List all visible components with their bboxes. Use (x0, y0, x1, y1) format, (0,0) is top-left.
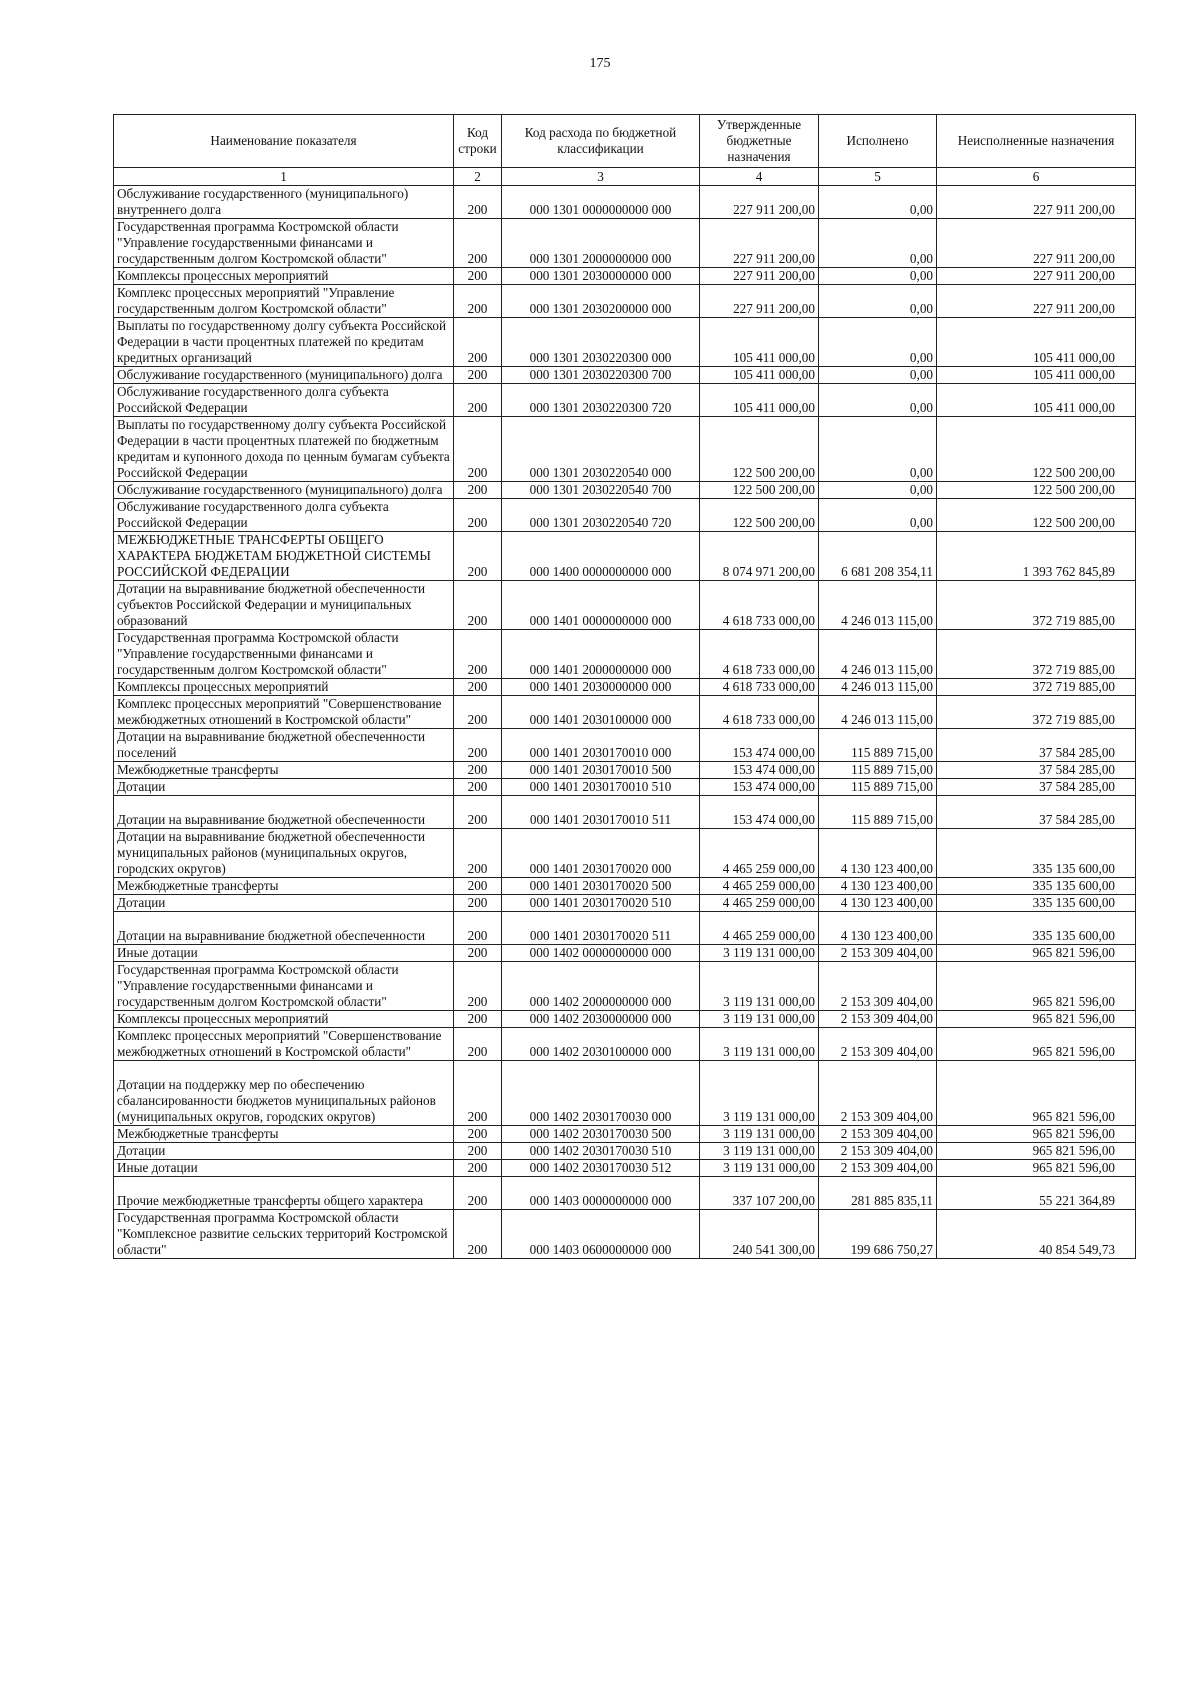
row-budget-code: 000 1403 0000000000 000 (502, 1177, 700, 1210)
row-name: Выплаты по государственному долгу субъекта Российской Федерации в части процентных платежей по бюджетным кредитам и купонного дохода по ценным бумагам субъекта Российской Федерации (114, 417, 454, 482)
table-row (114, 285, 1136, 318)
column-number: 5 (819, 168, 937, 186)
row-name: Дотации на выравнивание бюджетной обеспеченности (114, 912, 454, 945)
row-unexecuted-amount: 122 500 200,00 (937, 499, 1136, 532)
row-line-code: 200 (454, 1143, 502, 1160)
row-line-code: 200 (454, 532, 502, 581)
row-approved-amount: 4 465 259 000,00 (700, 912, 819, 945)
table-row (114, 1210, 1136, 1259)
row-line-code: 200 (454, 1028, 502, 1061)
row-approved-amount: 4 618 733 000,00 (700, 630, 819, 679)
row-name: Дотации на выравнивание бюджетной обеспеченности поселений (114, 729, 454, 762)
row-executed-amount: 2 153 309 404,00 (819, 1061, 937, 1126)
table-row (114, 962, 1136, 1011)
row-line-code: 200 (454, 1126, 502, 1143)
row-executed-amount: 115 889 715,00 (819, 762, 937, 779)
row-approved-amount: 8 074 971 200,00 (700, 532, 819, 581)
row-executed-amount: 0,00 (819, 186, 937, 219)
row-executed-amount: 115 889 715,00 (819, 796, 937, 829)
row-budget-code: 000 1301 2030220300 720 (502, 384, 700, 417)
row-name: МЕЖБЮДЖЕТНЫЕ ТРАНСФЕРТЫ ОБЩЕГО ХАРАКТЕРА БЮДЖЕТАМ БЮДЖЕТНОЙ СИСТЕМЫ РОССИЙСКОЙ ФЕДЕРАЦИИ (114, 532, 454, 581)
row-executed-amount: 4 246 013 115,00 (819, 679, 937, 696)
row-unexecuted-amount: 122 500 200,00 (937, 482, 1136, 499)
row-executed-amount: 0,00 (819, 285, 937, 318)
row-unexecuted-amount: 227 911 200,00 (937, 186, 1136, 219)
row-name: Обслуживание государственного (муниципального) внутреннего долга (114, 186, 454, 219)
row-budget-code: 000 1301 0000000000 000 (502, 186, 700, 219)
row-executed-amount: 0,00 (819, 219, 937, 268)
row-budget-code: 000 1403 0600000000 000 (502, 1210, 700, 1259)
table-row (114, 696, 1136, 729)
row-executed-amount: 0,00 (819, 482, 937, 499)
row-line-code: 200 (454, 679, 502, 696)
row-approved-amount: 3 119 131 000,00 (700, 1160, 819, 1177)
row-unexecuted-amount: 55 221 364,89 (937, 1177, 1136, 1210)
table-row (114, 581, 1136, 630)
row-name: Комплексы процессных мероприятий (114, 1011, 454, 1028)
row-executed-amount: 115 889 715,00 (819, 779, 937, 796)
row-budget-code: 000 1402 2030170030 000 (502, 1061, 700, 1126)
table-row (114, 945, 1136, 962)
row-line-code: 200 (454, 630, 502, 679)
row-line-code: 200 (454, 318, 502, 367)
row-budget-code: 000 1402 2030170030 500 (502, 1126, 700, 1143)
row-unexecuted-amount: 37 584 285,00 (937, 796, 1136, 829)
row-name: Выплаты по государственному долгу субъекта Российской Федерации в части процентных платежей по кредитам кредитных организаций (114, 318, 454, 367)
row-approved-amount: 4 618 733 000,00 (700, 679, 819, 696)
row-approved-amount: 153 474 000,00 (700, 762, 819, 779)
row-executed-amount: 2 153 309 404,00 (819, 1160, 937, 1177)
row-unexecuted-amount: 965 821 596,00 (937, 1028, 1136, 1061)
table-row (114, 1143, 1136, 1160)
row-line-code: 200 (454, 384, 502, 417)
table-row (114, 729, 1136, 762)
row-line-code: 200 (454, 696, 502, 729)
row-line-code: 200 (454, 367, 502, 384)
row-unexecuted-amount: 40 854 549,73 (937, 1210, 1136, 1259)
table-row (114, 679, 1136, 696)
row-line-code: 200 (454, 912, 502, 945)
row-unexecuted-amount: 105 411 000,00 (937, 384, 1136, 417)
table-row (114, 762, 1136, 779)
row-line-code: 200 (454, 779, 502, 796)
row-name: Дотации на выравнивание бюджетной обеспеченности субъектов Российской Федерации и муниципальных образований (114, 581, 454, 630)
row-unexecuted-amount: 335 135 600,00 (937, 878, 1136, 895)
column-number: 6 (937, 168, 1136, 186)
row-approved-amount: 105 411 000,00 (700, 318, 819, 367)
row-name: Комплексы процессных мероприятий (114, 268, 454, 285)
table-row (114, 630, 1136, 679)
row-budget-code: 000 1401 2000000000 000 (502, 630, 700, 679)
row-name: Межбюджетные трансферты (114, 1126, 454, 1143)
row-executed-amount: 2 153 309 404,00 (819, 945, 937, 962)
row-executed-amount: 4 246 013 115,00 (819, 581, 937, 630)
table-row (114, 482, 1136, 499)
row-executed-amount: 199 686 750,27 (819, 1210, 937, 1259)
row-executed-amount: 2 153 309 404,00 (819, 1028, 937, 1061)
row-approved-amount: 4 465 259 000,00 (700, 829, 819, 878)
row-budget-code: 000 1401 0000000000 000 (502, 581, 700, 630)
row-executed-amount: 4 130 123 400,00 (819, 912, 937, 945)
table-row (114, 1011, 1136, 1028)
row-line-code: 200 (454, 219, 502, 268)
table-row (114, 1028, 1136, 1061)
row-unexecuted-amount: 965 821 596,00 (937, 945, 1136, 962)
row-unexecuted-amount: 965 821 596,00 (937, 1143, 1136, 1160)
header-row (114, 115, 1136, 168)
table-row (114, 532, 1136, 581)
header-budget-code: Код расхода по бюджетной классификации (502, 115, 700, 168)
row-budget-code: 000 1401 2030170020 000 (502, 829, 700, 878)
row-name: Государственная программа Костромской области "Управление государственными финансами и государственным долгом Костромской области" (114, 630, 454, 679)
row-name: Обслуживание государственного долга субъекта Российской Федерации (114, 384, 454, 417)
row-unexecuted-amount: 105 411 000,00 (937, 367, 1136, 384)
row-unexecuted-amount: 335 135 600,00 (937, 912, 1136, 945)
row-approved-amount: 240 541 300,00 (700, 1210, 819, 1259)
row-budget-code: 000 1301 2030200000 000 (502, 285, 700, 318)
row-executed-amount: 6 681 208 354,11 (819, 532, 937, 581)
row-approved-amount: 122 500 200,00 (700, 482, 819, 499)
row-unexecuted-amount: 335 135 600,00 (937, 895, 1136, 912)
row-name: Прочие межбюджетные трансферты общего характера (114, 1177, 454, 1210)
page-number: 175 (589, 56, 611, 71)
row-executed-amount: 4 130 123 400,00 (819, 878, 937, 895)
row-executed-amount: 0,00 (819, 367, 937, 384)
row-name: Межбюджетные трансферты (114, 762, 454, 779)
row-budget-code: 000 1301 2030220300 000 (502, 318, 700, 367)
row-approved-amount: 153 474 000,00 (700, 796, 819, 829)
row-line-code: 200 (454, 945, 502, 962)
table-row (114, 1126, 1136, 1143)
row-name: Дотации (114, 895, 454, 912)
row-unexecuted-amount: 372 719 885,00 (937, 630, 1136, 679)
row-budget-code: 000 1301 2030220300 700 (502, 367, 700, 384)
row-unexecuted-amount: 105 411 000,00 (937, 318, 1136, 367)
row-approved-amount: 3 119 131 000,00 (700, 1028, 819, 1061)
row-approved-amount: 122 500 200,00 (700, 499, 819, 532)
column-number: 3 (502, 168, 700, 186)
row-name: Иные дотации (114, 945, 454, 962)
row-budget-code: 000 1401 2030170020 511 (502, 912, 700, 945)
row-budget-code: 000 1401 2030100000 000 (502, 696, 700, 729)
table-row (114, 895, 1136, 912)
budget-execution-table-container (113, 114, 1135, 1259)
table-body (114, 186, 1136, 1259)
row-line-code: 200 (454, 186, 502, 219)
row-budget-code: 000 1401 2030170010 510 (502, 779, 700, 796)
row-budget-code: 000 1301 2030220540 720 (502, 499, 700, 532)
row-line-code: 200 (454, 895, 502, 912)
header-unexecuted: Неисполненные назначения (937, 115, 1136, 168)
row-approved-amount: 227 911 200,00 (700, 219, 819, 268)
row-name: Комплекс процессных мероприятий "Совершенствование межбюджетных отношений в Костромской области" (114, 696, 454, 729)
row-approved-amount: 4 465 259 000,00 (700, 878, 819, 895)
row-name: Дотации (114, 779, 454, 796)
row-name: Дотации на выравнивание бюджетной обеспеченности муниципальных районов (муниципальных округов, городских округов) (114, 829, 454, 878)
row-name: Комплекс процессных мероприятий "Совершенствование межбюджетных отношений в Костромской области" (114, 1028, 454, 1061)
row-budget-code: 000 1402 0000000000 000 (502, 945, 700, 962)
row-approved-amount: 105 411 000,00 (700, 384, 819, 417)
header-executed: Исполнено (819, 115, 937, 168)
table-row (114, 367, 1136, 384)
row-budget-code: 000 1402 2000000000 000 (502, 962, 700, 1011)
row-approved-amount: 3 119 131 000,00 (700, 962, 819, 1011)
row-unexecuted-amount: 965 821 596,00 (937, 1061, 1136, 1126)
row-approved-amount: 337 107 200,00 (700, 1177, 819, 1210)
table-row (114, 384, 1136, 417)
row-executed-amount: 4 246 013 115,00 (819, 696, 937, 729)
table-row (114, 318, 1136, 367)
row-name: Дотации (114, 1143, 454, 1160)
row-executed-amount: 0,00 (819, 384, 937, 417)
row-unexecuted-amount: 1 393 762 845,89 (937, 532, 1136, 581)
row-unexecuted-amount: 37 584 285,00 (937, 729, 1136, 762)
row-approved-amount: 227 911 200,00 (700, 268, 819, 285)
row-approved-amount: 4 618 733 000,00 (700, 696, 819, 729)
row-line-code: 200 (454, 1210, 502, 1259)
row-budget-code: 000 1401 2030170020 500 (502, 878, 700, 895)
row-line-code: 200 (454, 499, 502, 532)
row-executed-amount: 4 130 123 400,00 (819, 829, 937, 878)
header-name: Наименование показателя (114, 115, 454, 168)
row-unexecuted-amount: 372 719 885,00 (937, 581, 1136, 630)
row-approved-amount: 153 474 000,00 (700, 729, 819, 762)
row-line-code: 200 (454, 729, 502, 762)
row-unexecuted-amount: 227 911 200,00 (937, 285, 1136, 318)
row-unexecuted-amount: 37 584 285,00 (937, 779, 1136, 796)
row-line-code: 200 (454, 1160, 502, 1177)
row-line-code: 200 (454, 581, 502, 630)
row-line-code: 200 (454, 285, 502, 318)
row-unexecuted-amount: 37 584 285,00 (937, 762, 1136, 779)
row-line-code: 200 (454, 1011, 502, 1028)
row-unexecuted-amount: 965 821 596,00 (937, 1126, 1136, 1143)
table-row (114, 417, 1136, 482)
table-row (114, 186, 1136, 219)
column-number-row (114, 168, 1136, 186)
row-budget-code: 000 1401 2030170010 511 (502, 796, 700, 829)
row-budget-code: 000 1401 2030170010 500 (502, 762, 700, 779)
row-line-code: 200 (454, 482, 502, 499)
row-executed-amount: 4 246 013 115,00 (819, 630, 937, 679)
column-number: 2 (454, 168, 502, 186)
row-name: Межбюджетные трансферты (114, 878, 454, 895)
row-budget-code: 000 1401 2030170010 000 (502, 729, 700, 762)
column-number: 1 (114, 168, 454, 186)
row-approved-amount: 153 474 000,00 (700, 779, 819, 796)
row-executed-amount: 4 130 123 400,00 (819, 895, 937, 912)
table-row (114, 878, 1136, 895)
row-budget-code: 000 1400 0000000000 000 (502, 532, 700, 581)
row-line-code: 200 (454, 268, 502, 285)
row-name: Обслуживание государственного (муниципального) долга (114, 482, 454, 499)
table-row (114, 779, 1136, 796)
row-line-code: 200 (454, 1177, 502, 1210)
row-budget-code: 000 1402 2030170030 510 (502, 1143, 700, 1160)
table-row (114, 1061, 1136, 1126)
row-budget-code: 000 1301 2030000000 000 (502, 268, 700, 285)
header-line-code: Код строки (454, 115, 502, 168)
row-approved-amount: 3 119 131 000,00 (700, 1011, 819, 1028)
row-budget-code: 000 1301 2030220540 700 (502, 482, 700, 499)
row-approved-amount: 4 465 259 000,00 (700, 895, 819, 912)
row-approved-amount: 122 500 200,00 (700, 417, 819, 482)
row-name: Дотации на выравнивание бюджетной обеспеченности (114, 796, 454, 829)
row-approved-amount: 4 618 733 000,00 (700, 581, 819, 630)
row-line-code: 200 (454, 1061, 502, 1126)
row-executed-amount: 0,00 (819, 268, 937, 285)
row-executed-amount: 2 153 309 404,00 (819, 962, 937, 1011)
row-name: Дотации на поддержку мер по обеспечению сбалансированности бюджетов муниципальных районов (муниципальных округов, городских округов) (114, 1061, 454, 1126)
row-executed-amount: 2 153 309 404,00 (819, 1126, 937, 1143)
row-approved-amount: 3 119 131 000,00 (700, 1061, 819, 1126)
row-executed-amount: 2 153 309 404,00 (819, 1011, 937, 1028)
row-line-code: 200 (454, 762, 502, 779)
row-unexecuted-amount: 965 821 596,00 (937, 962, 1136, 1011)
table-row (114, 219, 1136, 268)
row-line-code: 200 (454, 962, 502, 1011)
row-line-code: 200 (454, 796, 502, 829)
row-executed-amount: 281 885 835,11 (819, 1177, 937, 1210)
row-unexecuted-amount: 227 911 200,00 (937, 219, 1136, 268)
row-line-code: 200 (454, 829, 502, 878)
row-executed-amount: 0,00 (819, 499, 937, 532)
row-name: Иные дотации (114, 1160, 454, 1177)
table-row (114, 1160, 1136, 1177)
row-executed-amount: 0,00 (819, 318, 937, 367)
table-row (114, 796, 1136, 829)
row-line-code: 200 (454, 878, 502, 895)
row-name: Государственная программа Костромской области "Управление государственными финансами и государственным долгом Костромской области" (114, 219, 454, 268)
row-approved-amount: 3 119 131 000,00 (700, 1143, 819, 1160)
row-budget-code: 000 1402 2030100000 000 (502, 1028, 700, 1061)
row-executed-amount: 2 153 309 404,00 (819, 1143, 937, 1160)
table-row (114, 1177, 1136, 1210)
column-number: 4 (700, 168, 819, 186)
row-name: Обслуживание государственного долга субъекта Российской Федерации (114, 499, 454, 532)
row-approved-amount: 227 911 200,00 (700, 186, 819, 219)
row-budget-code: 000 1402 2030000000 000 (502, 1011, 700, 1028)
budget-execution-table (113, 114, 1136, 1259)
row-unexecuted-amount: 122 500 200,00 (937, 417, 1136, 482)
row-unexecuted-amount: 965 821 596,00 (937, 1160, 1136, 1177)
row-budget-code: 000 1301 2000000000 000 (502, 219, 700, 268)
table-row (114, 912, 1136, 945)
row-unexecuted-amount: 372 719 885,00 (937, 679, 1136, 696)
row-budget-code: 000 1402 2030170030 512 (502, 1160, 700, 1177)
row-budget-code: 000 1301 2030220540 000 (502, 417, 700, 482)
table-row (114, 268, 1136, 285)
row-name: Обслуживание государственного (муниципального) долга (114, 367, 454, 384)
row-budget-code: 000 1401 2030000000 000 (502, 679, 700, 696)
row-line-code: 200 (454, 417, 502, 482)
row-unexecuted-amount: 965 821 596,00 (937, 1011, 1136, 1028)
row-executed-amount: 115 889 715,00 (819, 729, 937, 762)
row-name: Государственная программа Костромской области "Управление государственными финансами и государственным долгом Костромской области" (114, 962, 454, 1011)
row-approved-amount: 227 911 200,00 (700, 285, 819, 318)
row-name: Комплекс процессных мероприятий "Управление государственным долгом Костромской области" (114, 285, 454, 318)
row-executed-amount: 0,00 (819, 417, 937, 482)
row-approved-amount: 3 119 131 000,00 (700, 1126, 819, 1143)
row-budget-code: 000 1401 2030170020 510 (502, 895, 700, 912)
row-unexecuted-amount: 335 135 600,00 (937, 829, 1136, 878)
row-name: Комплексы процессных мероприятий (114, 679, 454, 696)
table-row (114, 829, 1136, 878)
table-row (114, 499, 1136, 532)
row-unexecuted-amount: 227 911 200,00 (937, 268, 1136, 285)
row-approved-amount: 105 411 000,00 (700, 367, 819, 384)
row-unexecuted-amount: 372 719 885,00 (937, 696, 1136, 729)
row-name: Государственная программа Костромской области "Комплексное развитие сельских территорий Костромской области" (114, 1210, 454, 1259)
header-approved: Утвержденные бюджетные назначения (700, 115, 819, 168)
row-approved-amount: 3 119 131 000,00 (700, 945, 819, 962)
